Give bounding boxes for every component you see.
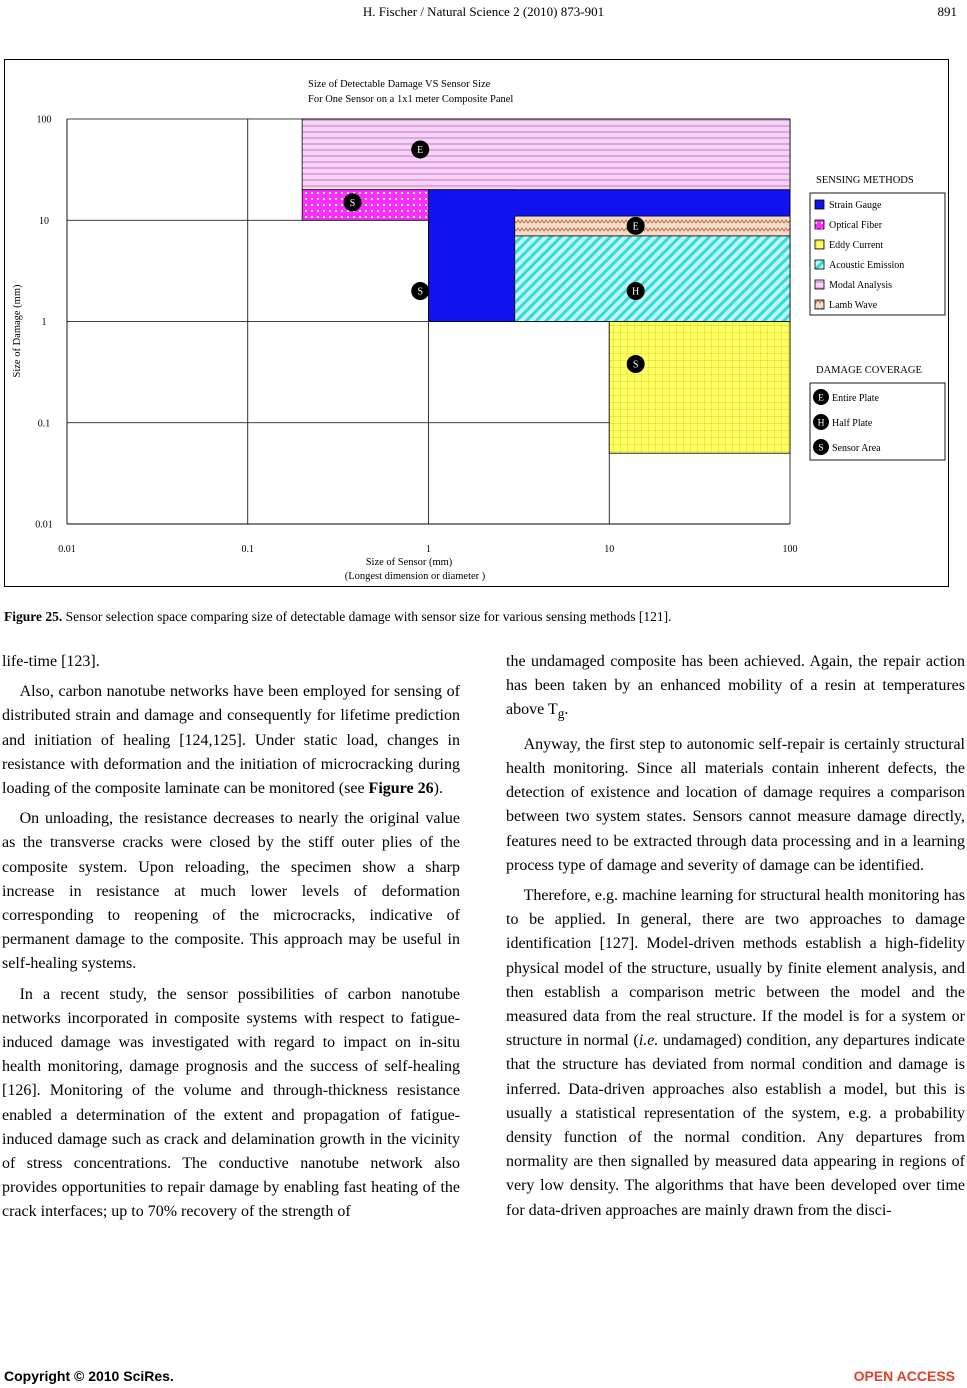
- legend-method-swatch: [815, 280, 824, 289]
- figure-label: Figure 25.: [4, 609, 63, 624]
- right-column: [506, 650, 965, 1223]
- right-paragraph-3: Therefore, e.g. machine learning for structural health monitoring has to be applied. In general, there are two approaches to damage identification [127]. Model-driven methods establish a high-fidelity physical model of the structure, usually by finite element analysis, and then establish a comparison metric between the model and the measured data from the real structure. If the model is for a system or structure in normal (i.e. undamaged) condition, any departures indicate that the structure has deviated from normal condition and damage is inferred. Data-driven approaches also establish a model, but this is usually a statistical representation of the system, e.g. a probability density function of the normal condition. Any departures from normality are then signalled by measured data appearing in regions of very low density. The algorithms that have been developed over time for data-driven approaches are mainly drawn from the disci-: [506, 887, 966, 1219]
- x-tick-label: 1: [426, 544, 431, 555]
- y-tick-label: 0.01: [35, 519, 53, 531]
- left-column: [2, 650, 460, 1225]
- x-tick-label: 0.1: [241, 544, 254, 555]
- legend-method-label: Modal Analysis: [829, 280, 893, 291]
- legend-method-label: Acoustic Emission: [829, 260, 905, 271]
- region-coverage-label: [627, 282, 645, 300]
- legend-method-swatch: [815, 240, 824, 249]
- right-paragraph-1: the undamaged composite has been achieved. Again, the repair action has been taken by an enhanced mobility of a resin at temperatures above $T_g$.: [506, 653, 965, 722]
- caption-text: Sensor selection space comparing size of detectable damage with sensor size for various sensing methods [121].: [62, 609, 672, 624]
- y-tick-label: 0.1: [37, 418, 51, 430]
- x-tick-label: 0.01: [58, 544, 76, 555]
- figure-25-chart: [4, 59, 949, 587]
- legend-coverage-symbol: S: [818, 443, 824, 454]
- legend-coverage-symbol: E: [818, 393, 824, 404]
- page-number: 891: [937, 4, 957, 19]
- running-header: [0, 4, 967, 24]
- x-axis-label: Size of Sensor (mm): [365, 557, 453, 568]
- region-coverage-label: [344, 193, 362, 211]
- legend-coverage-label: Half Plate: [832, 418, 873, 429]
- legend-method-label: Strain Gauge: [829, 200, 882, 211]
- legend-method-swatch: [815, 200, 824, 209]
- legend-method-label: Eddy Current: [829, 240, 884, 251]
- chart-subtitle: For One Sensor on a 1x1 meter Composite Panel: [308, 94, 514, 105]
- legend-methods-title: SENSING METHODS: [816, 175, 914, 186]
- left-paragraph-1: life-time [123].: [2, 653, 100, 670]
- region-acoustic-emission: [515, 236, 790, 322]
- region-coverage-label: [411, 140, 429, 158]
- legend-methods-box: [810, 193, 945, 315]
- copyright: Copyright © 2010 SciRes.: [4, 1368, 174, 1384]
- legend-method-item: [815, 260, 904, 271]
- y-tick-label: 10: [39, 215, 49, 227]
- region-coverage-label: [627, 355, 645, 373]
- region-label-text: S: [349, 197, 356, 209]
- legend-coverage-symbol: H: [817, 418, 825, 429]
- region-label-text: E: [417, 144, 424, 156]
- region-coverage-label: [411, 282, 429, 300]
- x-axis-label-2: (Longest dimension or diameter ): [344, 571, 486, 582]
- legend-coverage-label: Sensor Area: [832, 443, 881, 454]
- y-tick-label: 1: [41, 317, 47, 328]
- legend-method-swatch: [815, 300, 824, 309]
- running-title: H. Fischer / Natural Science 2 (2010) 873-901: [362, 4, 605, 19]
- x-tick-label: 10: [604, 544, 615, 555]
- region-label-text: H: [632, 286, 640, 298]
- legend-method-swatch: [815, 260, 824, 269]
- figure-caption: [4, 609, 954, 625]
- legend-coverage-title: DAMAGE COVERAGE: [816, 365, 922, 376]
- left-paragraph-4: In a recent study, the sensor possibilities of carbon nanotube networks incorporated in composite systems with respect to fatigue-induced damage was investigated with regard to impact on in-situ health monitoring, damage prognosis and the success of self-healing [126]. Monitoring of the volume and through-thickness resistance enabled a determination of the extent and propagation of fatigue-induced damage such as crack and delamination growth in the vicinity of stress concentrations. The conductive nanotube network also provides opportunities to repair damage by enabling fast heating of the crack interfaces; up to 70% recovery of the strength of: [2, 985, 460, 1221]
- figure-26-ref: Figure 26: [368, 780, 434, 798]
- left-paragraph-3: On unloading, the resistance decreases to nearly the original value as the transverse cracks were closed by the stiff outer plies of the composite system. Upon reloading, the specimen show a sharp increase in resistance at much lower levels of deformation corresponding to reopening of the microcracks, indicative of permanent damage to the composite. This approach may be useful in self-healing systems.: [2, 810, 460, 973]
- region-modal-analysis: [302, 119, 790, 190]
- region-label-text: E: [632, 221, 639, 233]
- region-coverage-label: [627, 217, 645, 235]
- legend-method-label: Optical Fiber: [829, 220, 883, 231]
- region-label-text: S: [417, 286, 424, 298]
- y-tick-label: 100: [36, 114, 52, 126]
- region-lamb-wave: [515, 216, 790, 236]
- legend-method-label: Lamb Wave: [829, 300, 878, 311]
- chart-title: Size of Detectable Damage VS Sensor Size: [308, 79, 491, 90]
- legend-method-swatch: [815, 220, 824, 229]
- right-paragraph-2: Anyway, the first step to autonomic self-repair is certainly structural health monitoring. Since all materials contain inherent defects, the detection of existence and location of damage requires a comparison between two system states. Sensors cannot measure damage directly, features need to be extracted through data processing and in a learning process type of damage and severity of damage can be identified.: [506, 735, 965, 874]
- region-eddy-current: [609, 322, 790, 454]
- region-label-text: S: [632, 359, 639, 371]
- x-tick-label: 100: [782, 544, 798, 555]
- open-access: OPEN ACCESS: [853, 1368, 955, 1384]
- y-axis-label: Size of Damage (mm): [12, 284, 23, 378]
- legend-coverage-label: Entire Plate: [832, 393, 879, 404]
- left-paragraph-2: Also, carbon nanotube networks have been employed for sensing of distributed strain and damage and consequently for lifetime prediction and initiation of healing [124,125]. Under static load, changes in resistance with deformation and the initiation of microcracking during loading of the composite laminate can be monitored (see Figure 26).: [2, 683, 460, 798]
